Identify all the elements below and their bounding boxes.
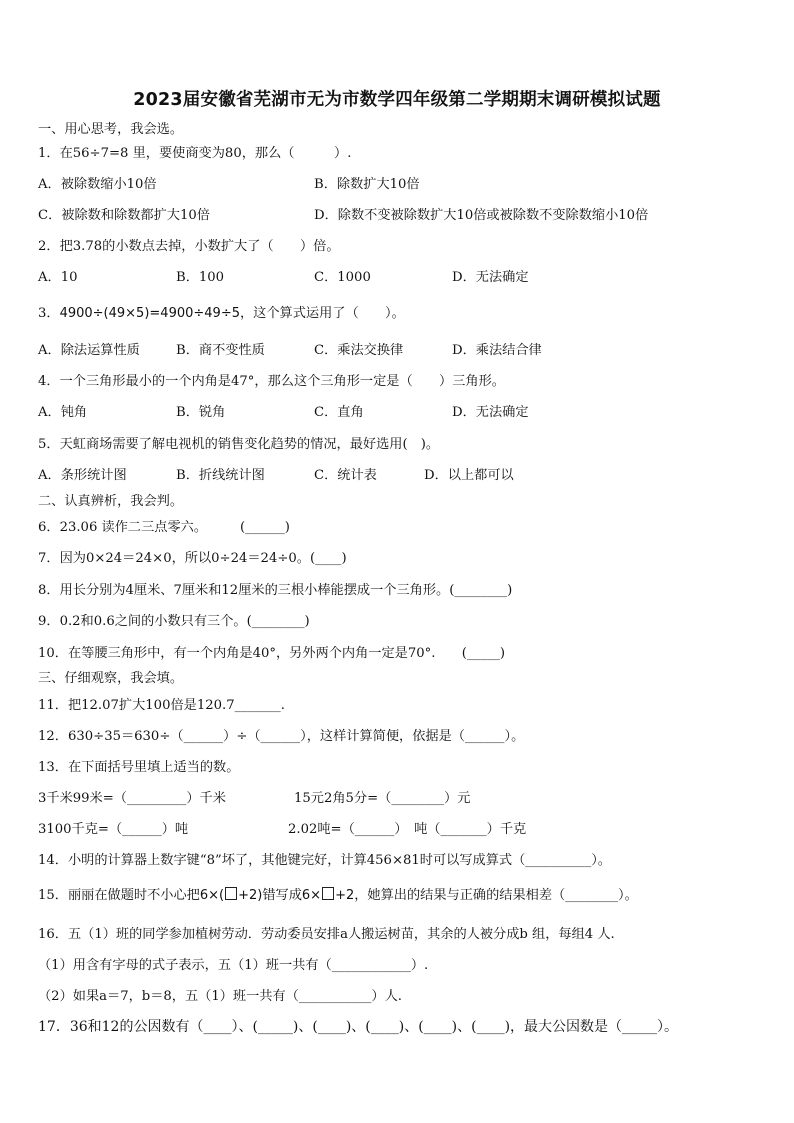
blank-square-icon: [322, 887, 334, 900]
question-5-option-a: A．条形统计图: [38, 468, 127, 483]
question-3-option-d: D．乘法结合律: [452, 343, 542, 358]
question-13-item-d: 2.02吨=（______） 吨（_______）千克: [288, 822, 527, 837]
question-2-option-c: C．1000: [314, 270, 371, 285]
question-3: [38, 305, 405, 323]
question-3-option-a: A．除法运算性质: [38, 343, 140, 358]
question-6: 6．23.06 读作二三点零六。 (______): [38, 520, 290, 535]
question-5: 5．天虹商场需要了解电视机的销售变化趋势的情况，最好选用( )。: [38, 437, 440, 452]
question-15-correct-expression: [200, 888, 263, 903]
question-4-option-b: B．锐角: [176, 405, 226, 420]
question-4-option-d: D．无法确定: [452, 405, 529, 420]
section-3-heading: 三、仔细观察，我会填。: [38, 671, 184, 686]
question-15-wrong-expression: [302, 888, 354, 903]
question-13-item-b: 15元2角5分=（________）元: [294, 791, 471, 806]
question-16: 16．五（1）班的同学参加植树劳动．劳动委员安排a人搬运树苗，其余的人被分成b 组，每组4 人.: [38, 927, 615, 942]
question-15-text-mid: 错写成: [262, 888, 302, 903]
question-3-text: ，这个算式运用了（ ）。: [239, 306, 405, 321]
question-10: 10．在等腰三角形中，有一个内角是40°，另外两个内角一定是70°. (_____): [38, 646, 506, 661]
question-2-option-a: A．10: [38, 270, 78, 285]
question-3-formula: 4900÷(49×5)=4900÷49÷5: [59, 306, 240, 321]
question-13: 13．在下面括号里填上适当的数。: [38, 760, 240, 775]
question-16-part-2: （2）如果a＝7，b＝8，五（1）班一共有（___________）人.: [38, 989, 402, 1004]
question-15: [38, 887, 638, 905]
question-13-item-a: 3千米99米=（_________）千米: [38, 791, 226, 806]
question-5-option-d: D．以上都可以: [424, 468, 514, 483]
question-14: 14．小明的计算器上数字键“8”坏了，其他键完好，计算456×81时可以写成算式（__________）。: [38, 853, 611, 868]
question-1: 1．在56÷7=8 里，要使商变为80，那么（ ）.: [38, 146, 352, 161]
question-4-option-a: A．钝角: [38, 405, 88, 420]
question-3-option-c: C．乘法交换律: [314, 343, 404, 358]
question-12: 12．630÷35＝630÷（______）÷（______），这样计算简便，依据是（______）。: [38, 729, 525, 744]
question-1-option-c: C．被除数和除数都扩大10倍: [38, 208, 210, 223]
section-1-heading: 一、用心思考，我会选。: [38, 122, 184, 137]
question-15-expr1-left: 6×(: [199, 888, 225, 903]
question-2: 2．把3.78的小数点去掉，小数扩大了（ ）倍。: [38, 239, 340, 254]
question-15-expr1-right: +2): [238, 888, 263, 903]
question-8: 8．用长分别为4厘米、7厘米和12厘米的三根小棒能摆成一个三角形。(________): [38, 583, 513, 598]
question-17: 17．36和12的公因数有（____）、(_____)、(____)、(____)、(____)、(____)，最大公因数是（_____）。: [38, 1019, 679, 1035]
question-3-option-b: B．商不变性质: [176, 343, 265, 358]
question-1-option-a: A．被除数缩小10倍: [38, 177, 157, 192]
question-2-option-b: B．100: [176, 270, 225, 285]
question-1-option-d: D．除数不变被除数扩大10倍或被除数不变除数缩小10倍: [314, 208, 649, 223]
question-11: 11．把12.07扩大100倍是120.7_______.: [38, 698, 285, 713]
question-15-text-start: 15．丽丽在做题时不小心把: [38, 888, 200, 903]
question-7: 7．因为0×24＝24×0，所以0÷24＝24÷0。(____): [38, 551, 347, 566]
question-15-expr2-right: +2: [335, 888, 355, 903]
question-9: 9．0.2和0.6之间的小数只有三个。(________): [38, 614, 310, 629]
question-3-number: 3．: [38, 306, 60, 321]
page-title: 2023届安徽省芜湖市无为市数学四年级第二学期期末调研模拟试题: [133, 90, 661, 110]
question-4: 4．一个三角形最小的一个内角是47°，那么这个三角形一定是（ ）三角形。: [38, 374, 505, 389]
question-5-option-c: C．统计表: [314, 468, 377, 483]
question-2-option-d: D．无法确定: [452, 270, 529, 285]
question-5-option-b: B．折线统计图: [176, 468, 265, 483]
question-15-text-end: ，她算出的结果与正确的结果相差（________）。: [354, 888, 638, 903]
question-1-option-b: B．除数扩大10倍: [314, 177, 420, 192]
section-2-heading: 二、认真辨析，我会判。: [38, 494, 184, 509]
question-4-option-c: C．直角: [314, 405, 364, 420]
question-13-item-c: 3100千克=（______）吨: [38, 822, 189, 837]
blank-square-icon: [225, 887, 237, 900]
question-15-expr2-left: 6×: [301, 888, 322, 903]
question-16-part-1: （1）用含有字母的式子表示，五（1）班一共有（____________）.: [38, 958, 429, 973]
